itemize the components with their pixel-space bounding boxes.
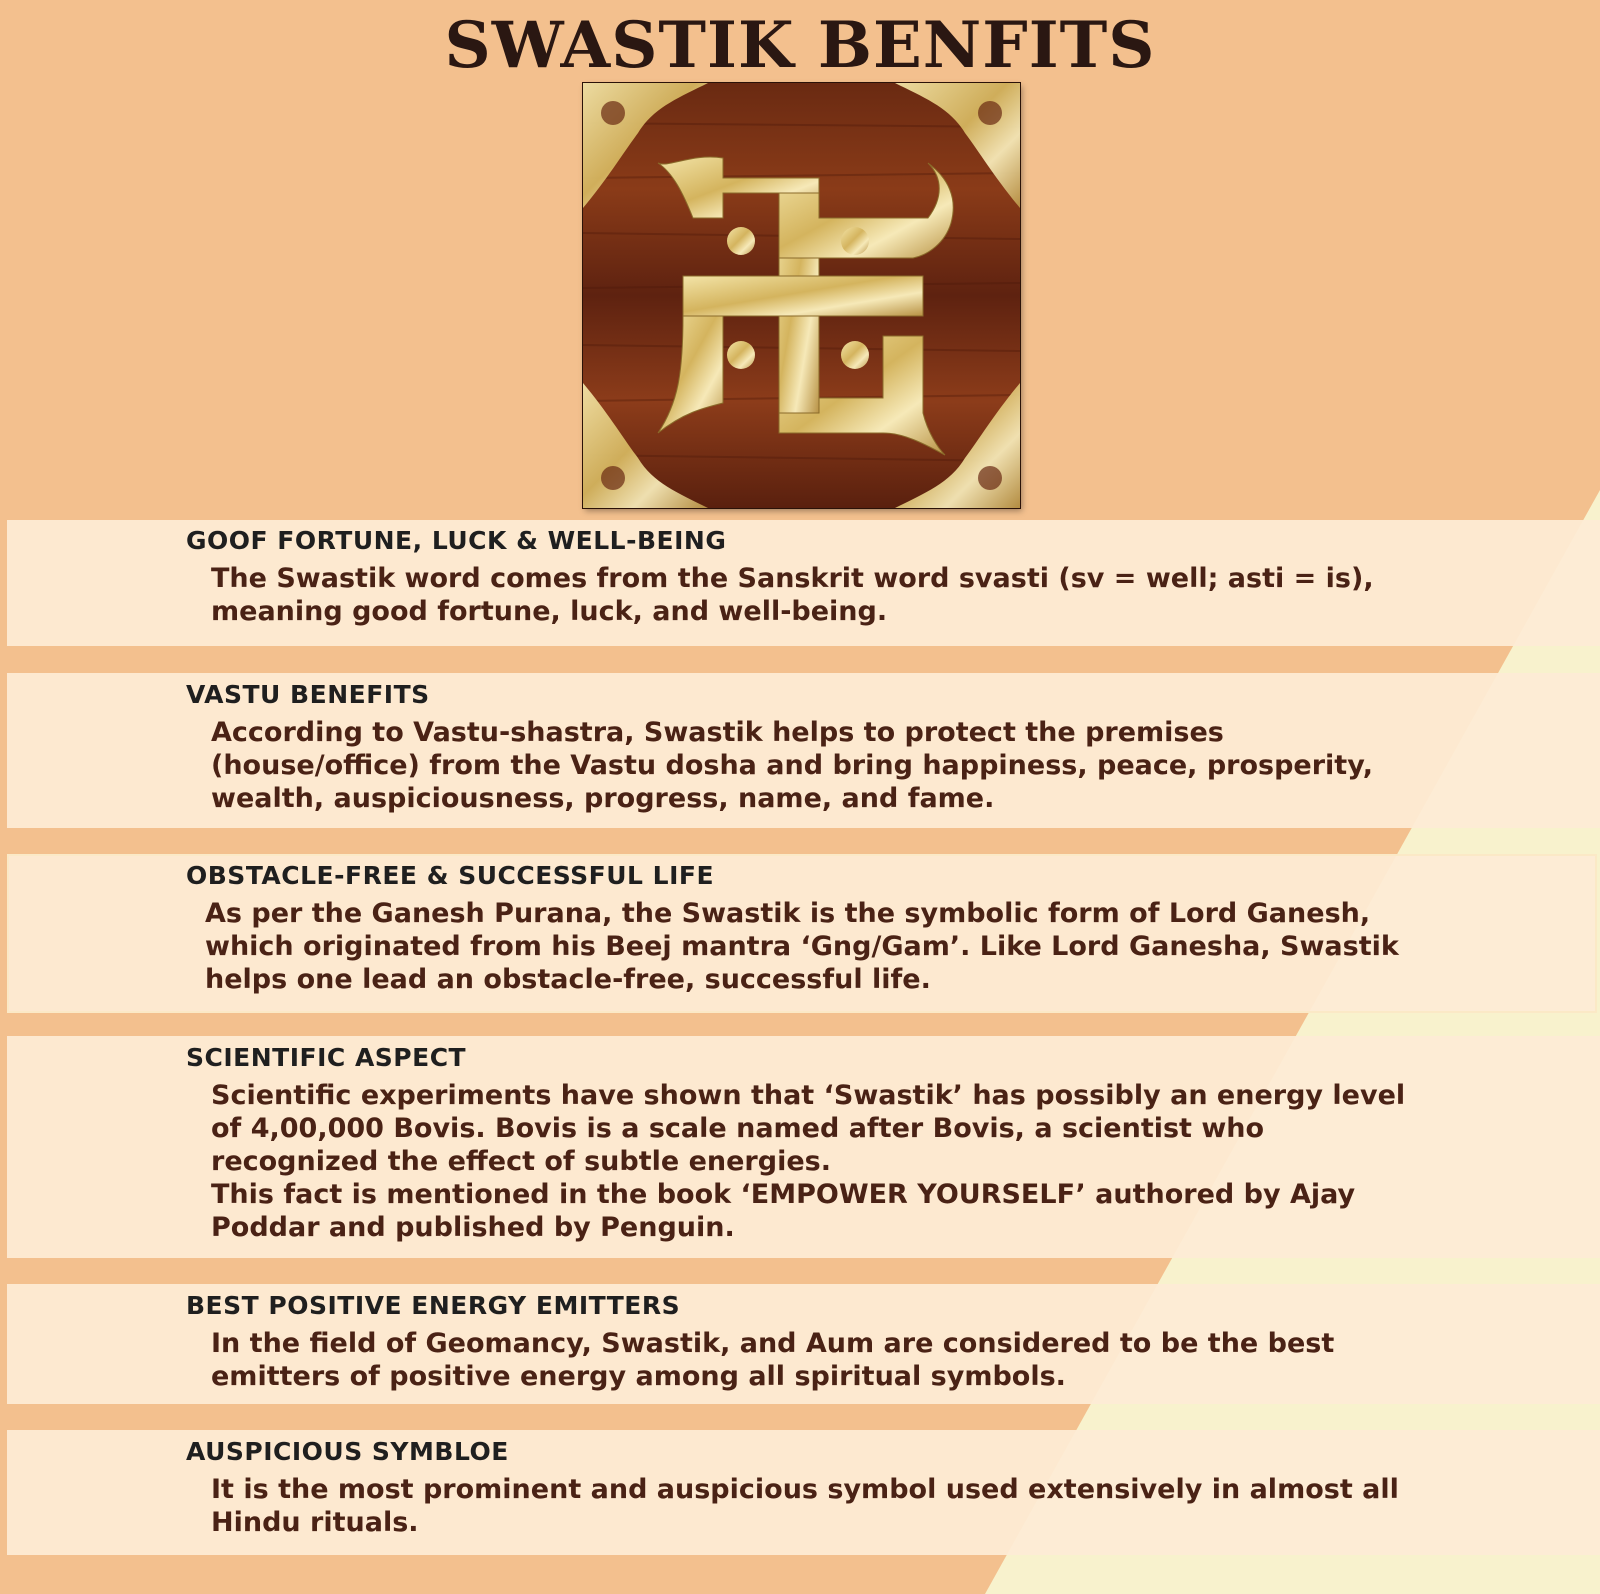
section-body [211, 1327, 1591, 1393]
swastik-plaque-icon [583, 83, 1020, 508]
body-line: Scientific experiments have shown that ‘Swastik’ has possibly an energy level [211, 1080, 1406, 1111]
body-line: recognized the effect of subtle energies. [211, 1146, 831, 1177]
section-heading: GOOF FORTUNE, LUCK & WELL-BEING [186, 526, 727, 555]
section-body [211, 1473, 1591, 1539]
section-heading: AUSPICIOUS SYMBLOE [186, 1437, 509, 1466]
body-line: The Swastik word comes from the Sanskrit word svasti (sv = well; asti = is), [211, 563, 1374, 594]
body-line: According to Vastu-shastra, Swastik helps to protect the premises [211, 717, 1224, 748]
body-line: wealth, auspiciousness, progress, name, and fame. [211, 783, 995, 814]
body-line: Poddar and published by Penguin. [211, 1212, 735, 1243]
body-line: It is the most prominent and auspicious symbol used extensively in almost all [211, 1474, 1399, 1505]
page-title: SWASTIK BENFITS [444, 8, 1156, 83]
body-line: As per the Ganesh Purana, the Swastik is the symbolic form of Lord Ganesh, [205, 898, 1371, 929]
body-line: (house/office) from the Vastu dosha and bring happiness, peace, prosperity, [211, 750, 1373, 781]
body-line: meaning good fortune, luck, and well-being. [211, 596, 888, 627]
section-heading: SCIENTIFIC ASPECT [186, 1043, 467, 1072]
body-line: helps one lead an obstacle-free, successful life. [205, 964, 931, 995]
section-heading: BEST POSITIVE ENERGY EMITTERS [186, 1291, 681, 1320]
section-heading: VASTU BENEFITS [186, 680, 430, 709]
body-line: emitters of positive energy among all spiritual symbols. [211, 1361, 1066, 1392]
body-line: of 4,00,000 Bovis. Bovis is a scale named after Bovis, a scientist who [211, 1113, 1265, 1144]
section-body [211, 716, 1591, 815]
section-body [205, 897, 1585, 996]
body-line: which originated from his Beej mantra ‘Gng/Gam’. Like Lord Ganesha, Swastik [205, 931, 1399, 962]
body-line: In the field of Geomancy, Swastik, and Aum are considered to be the best [211, 1328, 1335, 1359]
section-body [211, 1079, 1591, 1244]
section-heading: OBSTACLE-FREE & SUCCESSFUL LIFE [186, 861, 715, 890]
body-line: This fact is mentioned in the book ‘EMPOWER YOURSELF’ authored by Ajay [211, 1179, 1356, 1210]
body-line: Hindu rituals. [211, 1507, 419, 1538]
section-body [211, 562, 1591, 628]
